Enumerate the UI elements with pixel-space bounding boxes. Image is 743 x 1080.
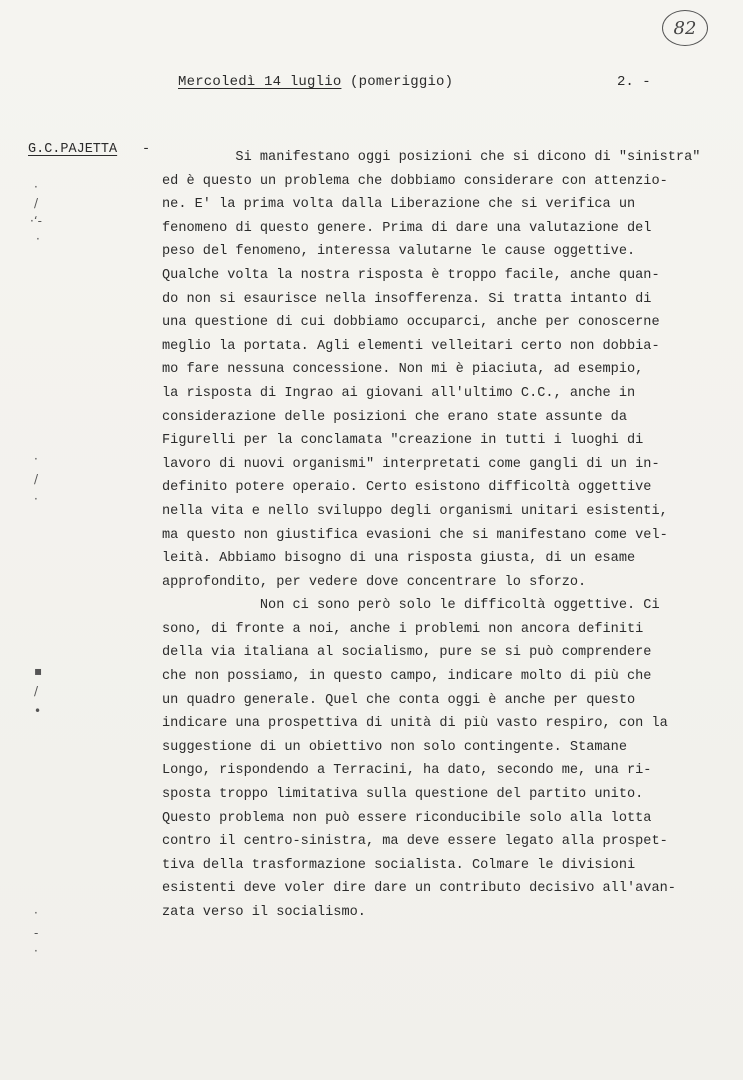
text-line: definito potere operaio. Certo esistono difficoltà oggettive [162,480,652,496]
text-line: sono, di fronte a noi, anche i problemi non ancora definiti [162,621,644,637]
text-line: la risposta di Ingrao ai giovani all'ultimo C.C., anche in [162,385,636,401]
text-line: contro il centro-sinistra, ma deve essere legato alla prospet- [162,834,668,850]
text-line: meglio la portata. Agli elementi velleitari certo non dobbia- [162,338,660,354]
text-line: zata verso il socialismo. [162,905,366,920]
text-line: che non possiamo, in questo campo, indicare molto di più che [162,669,652,685]
text-line: della via italiana al socialismo, pure se si può comprendere [162,645,652,661]
archive-stamp: 82 [662,10,708,46]
text-line: lavoro di nuovi organismi" interpretati come gangli di un in- [162,456,660,472]
text-line: ne. E' la prima volta dalla Liberazione che si verifica un [162,197,636,213]
page-number: 2. - [617,74,651,90]
text-line: fenomeno di questo genere. Prima di dare una valutazione del [162,220,652,236]
text-line: ma questo non giustifica evasioni che si manifestano come vel- [162,527,668,543]
text-line: Questo problema non può essere riconducibile solo alla lotta [162,810,652,826]
text-line: sposta troppo limitativa sulla questione del partito unito. [162,787,644,803]
text-line: considerazione delle posizioni che erano state assunte da [162,409,627,425]
page-header [178,74,453,90]
text-line: Figurelli per la conclamata "creazione in tutti i luoghi di [162,433,644,449]
text-line: indicare una prospettiva di unità di più vasto respiro, con la [162,716,668,732]
text-line: leità. Abbiamo bisogno di una risposta giusta, di un esame [162,551,636,567]
speaker-name: G.C.PAJETTA [28,142,118,157]
speech-text [162,146,722,925]
text-line: un quadro generale. Quel che conta oggi è anche per questo [162,692,636,708]
header-session: (pomeriggio) [350,74,454,90]
text-line: tiva della trasformazione socialista. Colmare le divisioni [162,857,636,873]
text-line: peso del fenomeno, interessa valutarne le cause oggettive. [162,244,636,260]
text-line: do non si esaurisce nella insofferenza. Si tratta intanto di [162,291,652,307]
text-line: Longo, rispondendo a Terracini, ha dato, secondo me, una ri- [162,763,652,779]
text-line: Qualche volta la nostra risposta è troppo facile, anche quan- [162,267,660,283]
speaker-dash: - [142,142,151,157]
document-page: 82 Mercoledì 14 luglio (pomeriggio) 2. - G.C.PAJETTA - Si manifestano oggi posizioni che si dicono di "sinistra" ed è questo un problema che dobbiamo considerare con attenzio- ne. E' la prima volta dalla Liberazione che si verifica un fenomeno di questo genere. Prima di dare una valutazione del peso del fenomeno, interessa valutarne le cause oggettive. Qualche volta la nostra risposta è troppo facile, anche quan- do non si esaurisce nella insofferenza. Si tratta intanto di una questione di cui dobbiamo occuparci, anche per conoscerne meglio la portata. Agli elementi velleitari certo non dobbia- mo fare nessuna concessione. Non mi è piaciuta, ad esempio, la risposta di Ingrao ai giovani all'ultimo C.C., anche in considerazione delle posizioni che erano state assunte da Figurelli per la conclamata "creazione in tutti i luoghi di lavoro di nuovi organismi" interpretati come gangli di un in- definito potere operaio. Certo esistono difficoltà oggettive nella vita e nello sviluppo degli organismi unitari esistenti, ma questo non giustifica evasioni che si manifestano come vel- leità. Abbiamo bisogno di una risposta giusta, di un esame approfondito, per vedere dove concentrare lo sforzo. Non ci sono però solo le difficoltà oggettive. Ci sono, di fronte a noi, anche i problemi non ancora definiti della via italiana al socialismo, pure se si può comprendere che non possiamo, in questo campo, indicare molto di più che un quadro generale. Quel che conta oggi è anche per questo indicare una prospettiva di unità di più vasto respiro, con la suggestione di un obiettivo non solo contingente. Stamane Longo, rispondendo a Terracini, ha dato, secondo me, una ri- sposta troppo limitativa sulla questione del partito unito. Questo problema non può essere riconducibile solo alla lotta contro il centro-sinistra, ma deve essere legato alla prospet- tiva della trasformazione socialista. Colmare le divisioni esistenti deve voler dire dare un contributo decisivo all'avan- zata verso il socialismo. · / ·‘- · · / · ▪ / • · - · [0,0,743,1080]
text-line: nella vita e nello sviluppo degli organismi unitari esistenti, [162,503,668,519]
header-date: Mercoledì 14 luglio [178,74,342,90]
text-line: suggestione di un obiettivo non solo contingente. Stamane [162,739,627,755]
text-line: ed è questo un problema che dobbiamo considerare con attenzio- [162,173,668,189]
text-line: Non ci sono però solo le difficoltà oggettive. Ci [162,598,660,614]
text-line: Si manifestano oggi posizioni che si dicono di "sinistra" [162,150,701,165]
text-line: approfondito, per vedere dove concentrare lo sforzo. [162,574,587,590]
text-line: una questione di cui dobbiamo occuparci, anche per conoscerne [162,315,660,331]
text-line: mo fare nessuna concessione. Non mi è piaciuta, ad esempio, [162,362,644,378]
text-line: esistenti deve voler dire dare un contributo decisivo all'avan- [162,881,676,897]
